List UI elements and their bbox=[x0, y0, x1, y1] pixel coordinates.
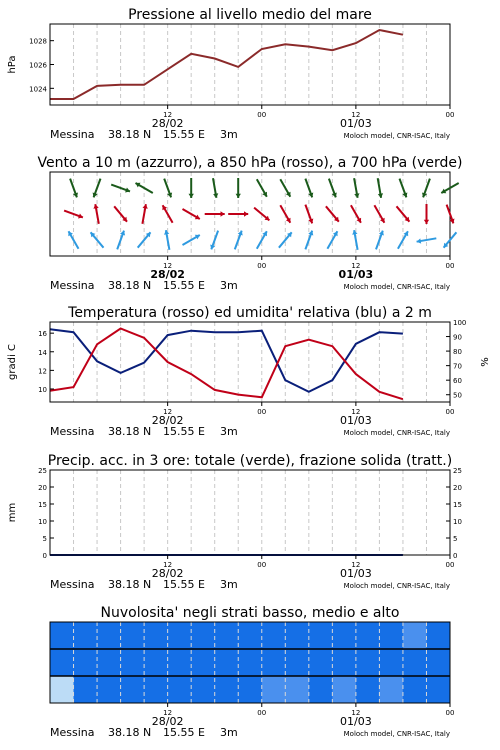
y-tick-label: 12 bbox=[38, 367, 47, 376]
x-tick-label: 12 bbox=[351, 709, 361, 717]
cloud-cell bbox=[50, 676, 74, 703]
x-tick-label: 12 bbox=[351, 262, 361, 270]
cloud-cell bbox=[238, 622, 262, 649]
y-tick-label: 1026 bbox=[29, 61, 47, 70]
x-tick-label: 12 bbox=[351, 561, 361, 569]
cloud-cell bbox=[332, 649, 356, 676]
model-credit: Moloch model, CNR-ISAC, Italy bbox=[343, 582, 450, 590]
chart-title: Vento a 10 m (azzurro), a 850 hPa (rosso), a 700 hPa (verde) bbox=[37, 155, 463, 171]
date-label: 28/02 bbox=[151, 414, 184, 427]
location-lat: 38.18 N bbox=[108, 425, 152, 438]
cloud-cell bbox=[168, 622, 192, 649]
location-lon: 15.55 E bbox=[163, 279, 205, 292]
cloud-cell bbox=[191, 649, 215, 676]
y-tick-label: 0 bbox=[42, 552, 47, 560]
wind-arrow-head bbox=[189, 194, 194, 198]
date-label: 01/03 bbox=[338, 268, 374, 281]
chart-title: Temperatura (rosso) ed umidita' relativa (blu) a 2 m bbox=[68, 305, 432, 321]
y-tick-label: 10 bbox=[38, 518, 47, 526]
y2-tick-label: 10 bbox=[453, 518, 462, 526]
y-tick-label: 20 bbox=[38, 484, 47, 492]
cloud-cell bbox=[74, 649, 98, 676]
y-tick-label: 14 bbox=[38, 348, 47, 357]
cloud-cell bbox=[309, 622, 333, 649]
location-alt: 3m bbox=[220, 578, 238, 591]
cloud-cell bbox=[309, 649, 333, 676]
y2-tick-label: 20 bbox=[453, 484, 462, 492]
x-tick-label: 00 bbox=[257, 262, 267, 270]
y-tick-label: 1028 bbox=[29, 37, 47, 46]
x-tick-label: 12 bbox=[351, 111, 361, 119]
location-lat: 38.18 N bbox=[108, 128, 152, 141]
x-tick-label: 12 bbox=[163, 709, 173, 717]
cloud-cell bbox=[285, 649, 309, 676]
y-tick-label: 1024 bbox=[29, 85, 47, 94]
y2-tick-label: 50 bbox=[453, 391, 462, 400]
x-tick-label: 00 bbox=[257, 111, 267, 119]
y-tick-label: 10 bbox=[38, 385, 47, 394]
x-tick-label: 12 bbox=[351, 408, 361, 416]
cloud-cell bbox=[144, 622, 168, 649]
cloud-cell bbox=[50, 649, 74, 676]
cloud-cell bbox=[262, 649, 286, 676]
cloud-cell bbox=[403, 649, 427, 676]
date-label: 28/02 bbox=[151, 567, 184, 580]
cloud-cell bbox=[215, 622, 239, 649]
location-lat: 38.18 N bbox=[108, 578, 152, 591]
cloud-cell bbox=[121, 622, 145, 649]
y2-axis-label: % bbox=[480, 357, 491, 367]
location-lon: 15.55 E bbox=[163, 578, 205, 591]
chart-title: Pressione al livello medio del mare bbox=[128, 7, 372, 23]
location-lat: 38.18 N bbox=[108, 726, 152, 739]
cloud-cell bbox=[168, 649, 192, 676]
chart-title: Precip. acc. in 3 ore: totale (verde), frazione solida (tratt.) bbox=[47, 453, 453, 469]
plot-frame bbox=[50, 470, 450, 555]
y2-tick-label: 100 bbox=[453, 319, 467, 327]
x-tick-label: 00 bbox=[445, 709, 455, 717]
x-tick-label: 12 bbox=[163, 408, 173, 416]
cloud-cell bbox=[379, 622, 403, 649]
model-credit: Moloch model, CNR-ISAC, Italy bbox=[343, 283, 450, 291]
location-alt: 3m bbox=[220, 425, 238, 438]
cloud-cell bbox=[356, 622, 380, 649]
y2-tick-label: 15 bbox=[453, 501, 462, 509]
location-name: Messina bbox=[50, 128, 95, 141]
x-tick-label: 00 bbox=[445, 111, 455, 119]
cloud-cell bbox=[74, 622, 98, 649]
cloud-cell bbox=[332, 622, 356, 649]
humidity-line bbox=[50, 329, 403, 392]
y-axis-label: gradi C bbox=[7, 344, 18, 380]
date-label: 28/02 bbox=[151, 117, 184, 130]
y2-tick-label: 0 bbox=[453, 552, 458, 560]
x-tick-label: 12 bbox=[163, 561, 173, 569]
y2-tick-label: 70 bbox=[453, 362, 462, 371]
cloud-cell bbox=[262, 622, 286, 649]
date-label: 01/03 bbox=[340, 414, 372, 427]
y2-tick-label: 60 bbox=[453, 377, 462, 386]
location-lat: 38.18 N bbox=[108, 279, 152, 292]
cloud-cell bbox=[285, 676, 309, 703]
x-tick-label: 12 bbox=[163, 111, 173, 119]
cloud-cell bbox=[144, 676, 168, 703]
y2-tick-label: 80 bbox=[453, 348, 462, 357]
cloud-cell bbox=[403, 622, 427, 649]
cloud-cell bbox=[427, 676, 451, 703]
x-tick-label: 00 bbox=[445, 561, 455, 569]
model-credit: Moloch model, CNR-ISAC, Italy bbox=[343, 429, 450, 437]
location-lon: 15.55 E bbox=[163, 128, 205, 141]
x-tick-label: 00 bbox=[445, 262, 455, 270]
cloud-cell bbox=[379, 676, 403, 703]
location-name: Messina bbox=[50, 425, 95, 438]
cloud-cell bbox=[356, 649, 380, 676]
cloud-cell bbox=[238, 676, 262, 703]
cloud-cell bbox=[50, 622, 74, 649]
cloud-cell bbox=[403, 676, 427, 703]
cloud-cell bbox=[215, 676, 239, 703]
plot-frame bbox=[50, 24, 450, 105]
y-tick-label: 5 bbox=[42, 535, 47, 543]
y-tick-label: 16 bbox=[38, 330, 47, 339]
location-name: Messina bbox=[50, 578, 95, 591]
cloud-cell bbox=[332, 676, 356, 703]
cloud-cell bbox=[74, 676, 98, 703]
location-name: Messina bbox=[50, 726, 95, 739]
date-label: 28/02 bbox=[151, 715, 184, 728]
y-tick-label: 15 bbox=[38, 501, 47, 509]
plot-frame bbox=[50, 172, 450, 256]
cloud-cell bbox=[191, 622, 215, 649]
cloud-cell bbox=[191, 676, 215, 703]
location-alt: 3m bbox=[220, 128, 238, 141]
x-tick-label: 00 bbox=[257, 408, 267, 416]
cloud-cell bbox=[238, 649, 262, 676]
y-tick-label: 25 bbox=[38, 467, 47, 475]
x-tick-label: 12 bbox=[163, 262, 173, 270]
cloud-cell bbox=[262, 676, 286, 703]
cloud-cell bbox=[97, 649, 121, 676]
wind-arrow-head bbox=[236, 194, 241, 198]
cloud-cell bbox=[285, 622, 309, 649]
y2-tick-label: 90 bbox=[453, 333, 462, 342]
cloud-cell bbox=[427, 622, 451, 649]
date-label: 01/03 bbox=[340, 117, 372, 130]
wind-arrow-head bbox=[244, 211, 248, 216]
cloud-cell bbox=[215, 649, 239, 676]
location-name: Messina bbox=[50, 279, 95, 292]
y-axis-label: hPa bbox=[7, 55, 18, 74]
model-credit: Moloch model, CNR-ISAC, Italy bbox=[343, 730, 450, 738]
cloud-cell bbox=[144, 649, 168, 676]
x-tick-label: 00 bbox=[257, 561, 267, 569]
cloud-cell bbox=[97, 622, 121, 649]
date-label: 28/02 bbox=[150, 268, 185, 281]
x-tick-label: 00 bbox=[257, 709, 267, 717]
plot-frame bbox=[50, 322, 450, 402]
y2-tick-label: 5 bbox=[453, 535, 458, 543]
cloud-cell bbox=[97, 676, 121, 703]
wind-arrow-head bbox=[221, 211, 225, 216]
location-lon: 15.55 E bbox=[163, 425, 205, 438]
cloud-cell bbox=[309, 676, 333, 703]
cloud-cell bbox=[121, 649, 145, 676]
cloud-cell bbox=[356, 676, 380, 703]
model-credit: Moloch model, CNR-ISAC, Italy bbox=[343, 132, 450, 140]
date-label: 01/03 bbox=[340, 567, 372, 580]
cloud-cell bbox=[168, 676, 192, 703]
chart-title: Nuvolosita' negli strati basso, medio e alto bbox=[100, 605, 400, 621]
y-axis-label: mm bbox=[7, 502, 18, 523]
cloud-cell bbox=[121, 676, 145, 703]
cloud-cell bbox=[427, 649, 451, 676]
date-label: 01/03 bbox=[340, 715, 372, 728]
location-alt: 3m bbox=[220, 726, 238, 739]
cloud-cell bbox=[379, 649, 403, 676]
location-lon: 15.55 E bbox=[163, 726, 205, 739]
x-tick-label: 00 bbox=[445, 408, 455, 416]
wind-arrow-head bbox=[424, 220, 429, 224]
location-alt: 3m bbox=[220, 279, 238, 292]
y2-tick-label: 25 bbox=[453, 467, 462, 475]
pressure-line bbox=[50, 30, 403, 99]
